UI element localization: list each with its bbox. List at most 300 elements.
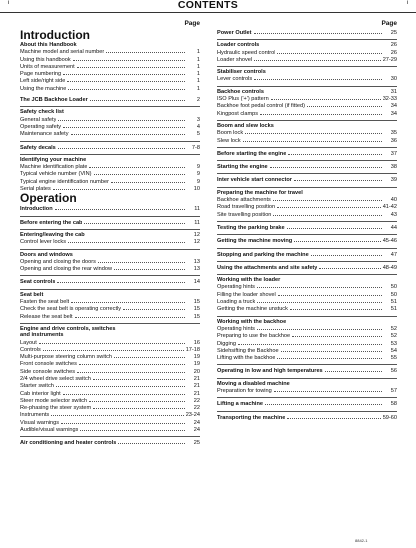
toc-entry-label: Before entering the cab: [20, 219, 83, 226]
page-header: [0, 0, 416, 13]
toc-entry-label: Typical vehicle number (VIN): [20, 171, 92, 178]
toc-entry-label: Lever controls: [217, 76, 253, 83]
toc-entry-page: 13: [193, 258, 200, 265]
toc-entry-label: Lifting with the backhoe: [217, 355, 276, 362]
dot-leader: [325, 367, 382, 372]
dot-leader: [123, 305, 185, 310]
dot-leader: [75, 313, 185, 318]
toc-entry: [217, 211, 397, 218]
dot-leader: [311, 251, 382, 256]
toc-entry: [20, 305, 200, 312]
toc-entry: [20, 298, 200, 305]
toc-entry: [217, 224, 397, 231]
toc-entry-label: Maintenance safety: [20, 131, 69, 138]
dot-leader: [254, 56, 381, 61]
dot-leader: [273, 211, 382, 216]
section-divider: [20, 106, 200, 107]
toc-entry: [20, 144, 200, 151]
toc-entry: [20, 368, 200, 375]
toc-entry-page: 30: [390, 76, 397, 83]
section-divider: [20, 323, 200, 324]
toc-entry-label: Machine model and serial number: [20, 49, 105, 56]
right-page-mark: i: [406, 0, 408, 6]
toc-entry-label: Stopping and parking the machine: [217, 251, 309, 258]
toc-entry-label: Air conditioning and heater controls: [20, 440, 117, 447]
toc-entry-label: Getting the machine unstuck: [217, 306, 288, 313]
toc-entry: [20, 77, 200, 84]
dot-leader: [57, 278, 185, 283]
dot-leader: [43, 346, 184, 351]
toc-entry-label: Power Outlet: [217, 30, 252, 36]
dot-leader: [274, 387, 382, 392]
toc-entry-label: Inter vehicle start connector: [217, 177, 292, 184]
toc-entry-label: Units of measurement: [20, 63, 75, 70]
toc-entry: [20, 70, 200, 77]
page-title: CONTENTS: [177, 0, 239, 11]
toc-entry-page: 51: [390, 306, 397, 313]
toc-entry: [20, 278, 200, 285]
toc-entry-page: 20: [193, 368, 200, 375]
page-column-label: Page: [184, 20, 200, 27]
dot-leader: [106, 48, 185, 53]
dot-leader: [89, 397, 185, 402]
toc-entry-page: 50: [390, 284, 397, 291]
toc-entry-page: 9: [196, 178, 200, 185]
toc-entry-label: Layout: [20, 339, 37, 346]
dot-leader: [270, 163, 382, 168]
toc-entry: [20, 382, 200, 389]
toc-entry-label: Check the seat belt is operating correctly: [20, 306, 122, 313]
dot-leader: [257, 325, 382, 330]
toc-entry: [217, 387, 397, 394]
toc-entry: [20, 163, 200, 170]
toc-entry-label: Site travelling position: [217, 211, 272, 218]
toc-entry-label: Backhoe attachments: [217, 197, 271, 204]
page-column-label: Page: [381, 20, 397, 27]
toc-entry-page: 52: [390, 333, 397, 340]
toc-entry-page: 25: [390, 30, 397, 36]
toc-entry: [20, 205, 200, 212]
toc-entry-label: Sidehsifting the Backhoe: [217, 347, 279, 354]
section-divider: [20, 229, 200, 230]
toc-entry-label: Transporting the machine: [217, 414, 286, 421]
toc-entry-page: 23-24: [185, 412, 200, 419]
toc-entry-page: 31: [390, 88, 397, 95]
section-divider: [217, 66, 397, 67]
dot-leader: [58, 116, 185, 121]
toc-entry-page: 15: [193, 306, 200, 313]
dot-leader: [287, 224, 382, 229]
toc-entry-label: Release the seat belt: [20, 313, 73, 320]
dot-leader: [319, 264, 380, 269]
toc-entry: [20, 85, 200, 92]
subsection-heading: Engine and drive controls, switches: [20, 325, 116, 332]
toc-entry-label: Opening and closing the rear window: [20, 266, 113, 273]
toc-entry-label: Serial plates: [20, 186, 51, 193]
toc-entry-label: Operating hints: [217, 284, 255, 291]
dot-leader: [51, 411, 183, 416]
toc-entry-page: 24: [193, 419, 200, 426]
dot-leader: [111, 178, 185, 183]
toc-entry-page: 26: [390, 42, 397, 49]
subsection-heading: Identifying your machine: [20, 156, 87, 163]
toc-entry: [217, 332, 397, 339]
section-divider: [20, 436, 200, 437]
section-divider: [20, 275, 200, 276]
toc-entry: [217, 340, 397, 347]
toc-entry: [20, 390, 200, 397]
toc-entry-label: Page numbering: [20, 71, 62, 78]
toc-entry-label: Front console switches: [20, 361, 77, 368]
toc-entry: [217, 75, 397, 82]
toc-entry: [217, 150, 397, 157]
dot-leader: [53, 185, 185, 190]
toc-entry-page: 40: [390, 197, 397, 204]
toc-entry: [217, 291, 397, 298]
toc-entry: [217, 56, 397, 63]
toc-entry: [217, 367, 397, 374]
toc-entry: [20, 96, 200, 103]
toc-entry-label: Controls: [20, 346, 41, 353]
toc-entry-label: Safety decals: [20, 144, 56, 151]
toc-entry-label: Starter switch: [20, 383, 54, 390]
toc-entry-page: 22: [193, 397, 200, 404]
subsection-heading: Safety check list: [20, 109, 64, 116]
toc-entry: [217, 176, 397, 183]
dot-leader: [63, 390, 185, 395]
toc-entry-page: 36: [390, 137, 397, 144]
dot-leader: [254, 75, 382, 80]
toc-entry-label: Visual warnings: [20, 419, 60, 426]
dot-leader: [271, 95, 381, 100]
toc-entry: [217, 196, 397, 203]
toc-entry-page: 4: [196, 123, 200, 130]
toc-entry-label: Re-phasing the steer system: [20, 405, 92, 412]
toc-entry-page: 1: [196, 78, 200, 85]
dot-leader: [118, 439, 185, 444]
toc-entry-page: 45-46: [382, 238, 397, 245]
toc-entry-page: 37: [390, 150, 397, 157]
dot-leader: [68, 238, 185, 243]
toc-entry-page: 52: [390, 325, 397, 332]
toc-entry: [217, 237, 397, 244]
toc-entry: [217, 414, 397, 421]
section-divider: [217, 173, 397, 174]
toc-entry-page: 57: [390, 387, 397, 394]
section-divider: [217, 160, 397, 161]
toc-entry-label: Instruments: [20, 412, 50, 419]
section-divider: [20, 141, 200, 142]
dot-leader: [55, 205, 185, 210]
dot-leader: [114, 265, 185, 270]
toc-entry: [20, 411, 200, 418]
toc-entry: [217, 29, 397, 36]
toc-entry-page: 12: [193, 231, 200, 238]
toc-entry: [20, 56, 200, 63]
toc-entry-label: Opening and closing the doors: [20, 258, 96, 265]
toc-entry: [217, 305, 397, 312]
dot-leader: [277, 203, 381, 208]
dot-leader: [257, 283, 382, 288]
dot-leader: [73, 56, 185, 61]
dot-leader: [71, 130, 185, 135]
section-divider: [20, 249, 200, 250]
section-divider: [217, 221, 397, 222]
toc-entry-label: Loading a truck: [217, 299, 256, 306]
toc-entry-page: 44: [390, 224, 397, 231]
dot-leader: [294, 176, 382, 181]
dot-leader: [77, 368, 185, 373]
toc-entry: [217, 264, 397, 271]
section-divider: [20, 289, 200, 290]
toc-entry-page: 1: [196, 63, 200, 70]
toc-entry: [217, 283, 397, 290]
toc-entry-label: Testing the parking brake: [217, 224, 285, 231]
toc-right-column: [217, 20, 397, 421]
toc-entry-page: 47: [390, 251, 397, 258]
toc-entry: [217, 298, 397, 305]
toc-entry-page: 14: [193, 279, 200, 286]
toc-entry: [20, 238, 200, 245]
subsection-heading: Stabiliser controls: [217, 69, 266, 76]
toc-entry-label: Preparing to use the backhoe: [217, 333, 291, 340]
dot-leader: [273, 196, 382, 201]
toc-entry-label: Multi-purpose steering column switch: [20, 354, 113, 361]
toc-entry-label: Operating in low and high temperatures: [217, 368, 323, 375]
section-divider: [217, 411, 397, 412]
dot-leader: [84, 219, 185, 224]
toc-entry-page: 3: [196, 116, 200, 123]
toc-entry-page: 9: [196, 164, 200, 171]
toc-entry-page: 1: [196, 56, 200, 63]
section-divider: [217, 397, 397, 398]
toc-entry-label: Left side/right side: [20, 78, 66, 85]
section-divider: [217, 364, 397, 365]
toc-entry-label: Loader controls: [217, 42, 260, 49]
section-divider: [20, 154, 200, 155]
toc-entry: [217, 49, 397, 56]
toc-entry-page: 55: [390, 355, 397, 362]
toc-entry: [20, 419, 200, 426]
dot-leader: [63, 70, 185, 75]
toc-entry: [20, 397, 200, 404]
dot-leader: [257, 298, 382, 303]
toc-entry-page: 13: [193, 266, 200, 273]
toc-entry-label: General safety: [20, 116, 57, 123]
section-divider: [217, 39, 397, 40]
dot-leader: [87, 232, 185, 236]
toc-entry-label: Side console switches: [20, 368, 76, 375]
toc-entry-label: Boom lock: [217, 130, 244, 137]
toc-entry-page: 15: [193, 313, 200, 320]
toc-entry-label: Road travelling position: [217, 204, 276, 211]
dot-leader: [98, 258, 185, 263]
toc-entry: [20, 178, 200, 185]
toc-entry-page: 11: [194, 206, 200, 213]
dot-leader: [90, 96, 185, 101]
section-divider: [217, 86, 397, 87]
toc-entry-label: Audible/visual warnings: [20, 427, 79, 434]
toc-entry-page: 22: [193, 405, 200, 412]
toc-entry-label: Slew lock: [217, 137, 241, 144]
dot-leader: [89, 163, 185, 168]
toc-entry-page: 15: [193, 299, 200, 306]
toc-entry-page: 48-49: [382, 264, 397, 271]
section-divider: [217, 274, 397, 275]
section-divider: [217, 234, 397, 235]
toc-entry-label: Digging: [217, 340, 236, 347]
toc-entry-label: Seat controls: [20, 279, 56, 286]
section-title: Introduction: [20, 28, 90, 42]
toc-entry-page: 21: [193, 390, 200, 397]
section-divider: [217, 261, 397, 262]
toc-entry-label: Before starting the engine: [217, 150, 287, 157]
toc-entry-page: 27-29: [382, 56, 397, 63]
toc-entry: [217, 203, 397, 210]
toc-entry: [20, 404, 200, 411]
toc-entry: [217, 347, 397, 354]
toc-entry-page: 19: [193, 354, 200, 361]
dot-leader: [80, 426, 185, 431]
subsection-heading: Working with the backhoe: [217, 318, 287, 325]
toc-entry-page: 19: [193, 361, 200, 368]
toc-entry: [20, 339, 200, 346]
dot-leader: [254, 29, 383, 34]
dot-leader: [61, 419, 185, 424]
toc-entry: [217, 163, 397, 170]
subsection-heading: Working with the loader: [217, 277, 281, 284]
toc-entry-page: 1: [196, 49, 200, 56]
dot-leader: [287, 414, 380, 419]
toc-entry-page: 39: [390, 177, 397, 184]
toc-entry-label: Using this handbook: [20, 56, 71, 63]
subsection-heading: Preparing the machine for travel: [217, 189, 303, 196]
toc-entry-label: Backhoe foot pedal control (if fitted): [217, 103, 305, 110]
toc-entry-label: Introduction: [20, 206, 53, 213]
toc-entry: [217, 354, 397, 361]
section-divider: [217, 248, 397, 249]
toc-entry-label: Entering/leaving the cab: [20, 231, 85, 238]
toc-entry-page: 21: [193, 375, 200, 382]
dot-leader: [114, 353, 185, 358]
toc-entry-page: 34: [390, 110, 397, 117]
section-divider: [217, 378, 397, 379]
toc-entry-page: 21: [193, 383, 200, 390]
subsection-heading: Moving a disabled machine: [217, 380, 290, 387]
toc-entry-label: ISO Plus ('+') pattern: [217, 96, 269, 103]
toc-entry-label: Steer mode selector switch: [20, 397, 88, 404]
toc-entry: [20, 219, 200, 226]
toc-entry: [20, 439, 200, 446]
toc-entry-label: Backhoe controls: [217, 88, 264, 95]
dot-leader: [67, 77, 185, 82]
section-divider: [217, 120, 397, 121]
toc-entry-label: Hydraulic speed control: [217, 49, 276, 56]
toc-entry: [20, 353, 200, 360]
toc-entry-page: 24: [193, 427, 200, 434]
toc-entry-label: Control lever locks: [20, 239, 67, 246]
toc-entry-page: 16: [193, 339, 200, 346]
toc-entry-label: Kingpost clamps: [217, 110, 259, 117]
toc-entry: [20, 130, 200, 137]
dot-leader: [288, 150, 382, 155]
toc-entry: [20, 313, 200, 320]
dot-leader: [278, 291, 382, 296]
toc-entry-page: 54: [390, 347, 397, 354]
subsection-heading: Doors and windows: [20, 251, 73, 258]
dot-leader: [238, 340, 382, 345]
dot-leader: [63, 123, 185, 128]
dot-leader: [56, 382, 185, 387]
toc-entry-page: 12: [193, 239, 200, 246]
dot-leader: [68, 85, 185, 90]
toc-entry: [20, 48, 200, 55]
dot-leader: [79, 360, 185, 365]
dot-leader: [93, 404, 185, 409]
dot-leader: [290, 305, 382, 310]
toc-entry-page: 17-18: [185, 346, 200, 353]
toc-entry: [217, 129, 397, 136]
dot-leader: [265, 400, 382, 405]
toc-entry: [217, 400, 397, 407]
toc-entry: [20, 426, 200, 433]
toc-entry-page: 1: [196, 71, 200, 78]
toc-entry-page: 38: [390, 164, 397, 171]
toc-entry-label: The JCB Backhoe Loader: [20, 97, 88, 104]
toc-left-list: [20, 29, 200, 447]
subsection-heading: Seat belt: [20, 291, 44, 298]
toc-entry-page: 34: [390, 103, 397, 110]
toc-entry: [20, 123, 200, 130]
toc-entry: [217, 137, 397, 144]
toc-entry-page: 59-60: [382, 414, 397, 421]
toc-entry-page: 11: [194, 219, 200, 226]
toc-entry-label: Getting the machine moving: [217, 238, 293, 245]
toc-entry-page: 41-42: [382, 204, 397, 211]
toc-entry-page: 5: [196, 131, 200, 138]
dot-leader: [261, 42, 382, 46]
dot-leader: [281, 347, 382, 352]
toc-entry: [20, 258, 200, 265]
dot-leader: [93, 375, 185, 380]
toc-entry: [20, 375, 200, 382]
toc-entry: [217, 251, 397, 258]
toc-left-column: [20, 20, 200, 447]
toc-entry-page: 26: [390, 49, 397, 56]
toc-entry-page: 25: [193, 440, 200, 447]
left-page-mark: i: [8, 0, 10, 6]
dot-leader: [77, 63, 185, 68]
toc-entry-label: Filling the loader shovel: [217, 291, 276, 298]
dot-leader: [58, 144, 185, 149]
dot-leader: [243, 137, 382, 142]
toc-entry-label: Lifting a machine: [217, 401, 263, 408]
toc-entry-label: Using the machine: [20, 85, 67, 92]
toc-entry: [217, 110, 397, 117]
section-divider: [20, 216, 200, 217]
toc-right-list: [217, 29, 397, 421]
dot-leader: [94, 170, 185, 175]
toc-entry-label: Loader shovel: [217, 56, 253, 63]
dot-leader: [71, 298, 185, 303]
toc-entry-page: 10: [193, 186, 200, 193]
toc-entry-page: 56: [390, 368, 397, 375]
toc-entry: [217, 325, 397, 332]
dot-leader: [39, 339, 185, 344]
toc-entry-label: Typical engine identification number: [20, 178, 109, 185]
toc-entry: [20, 170, 200, 177]
toc-entry: [20, 116, 200, 123]
